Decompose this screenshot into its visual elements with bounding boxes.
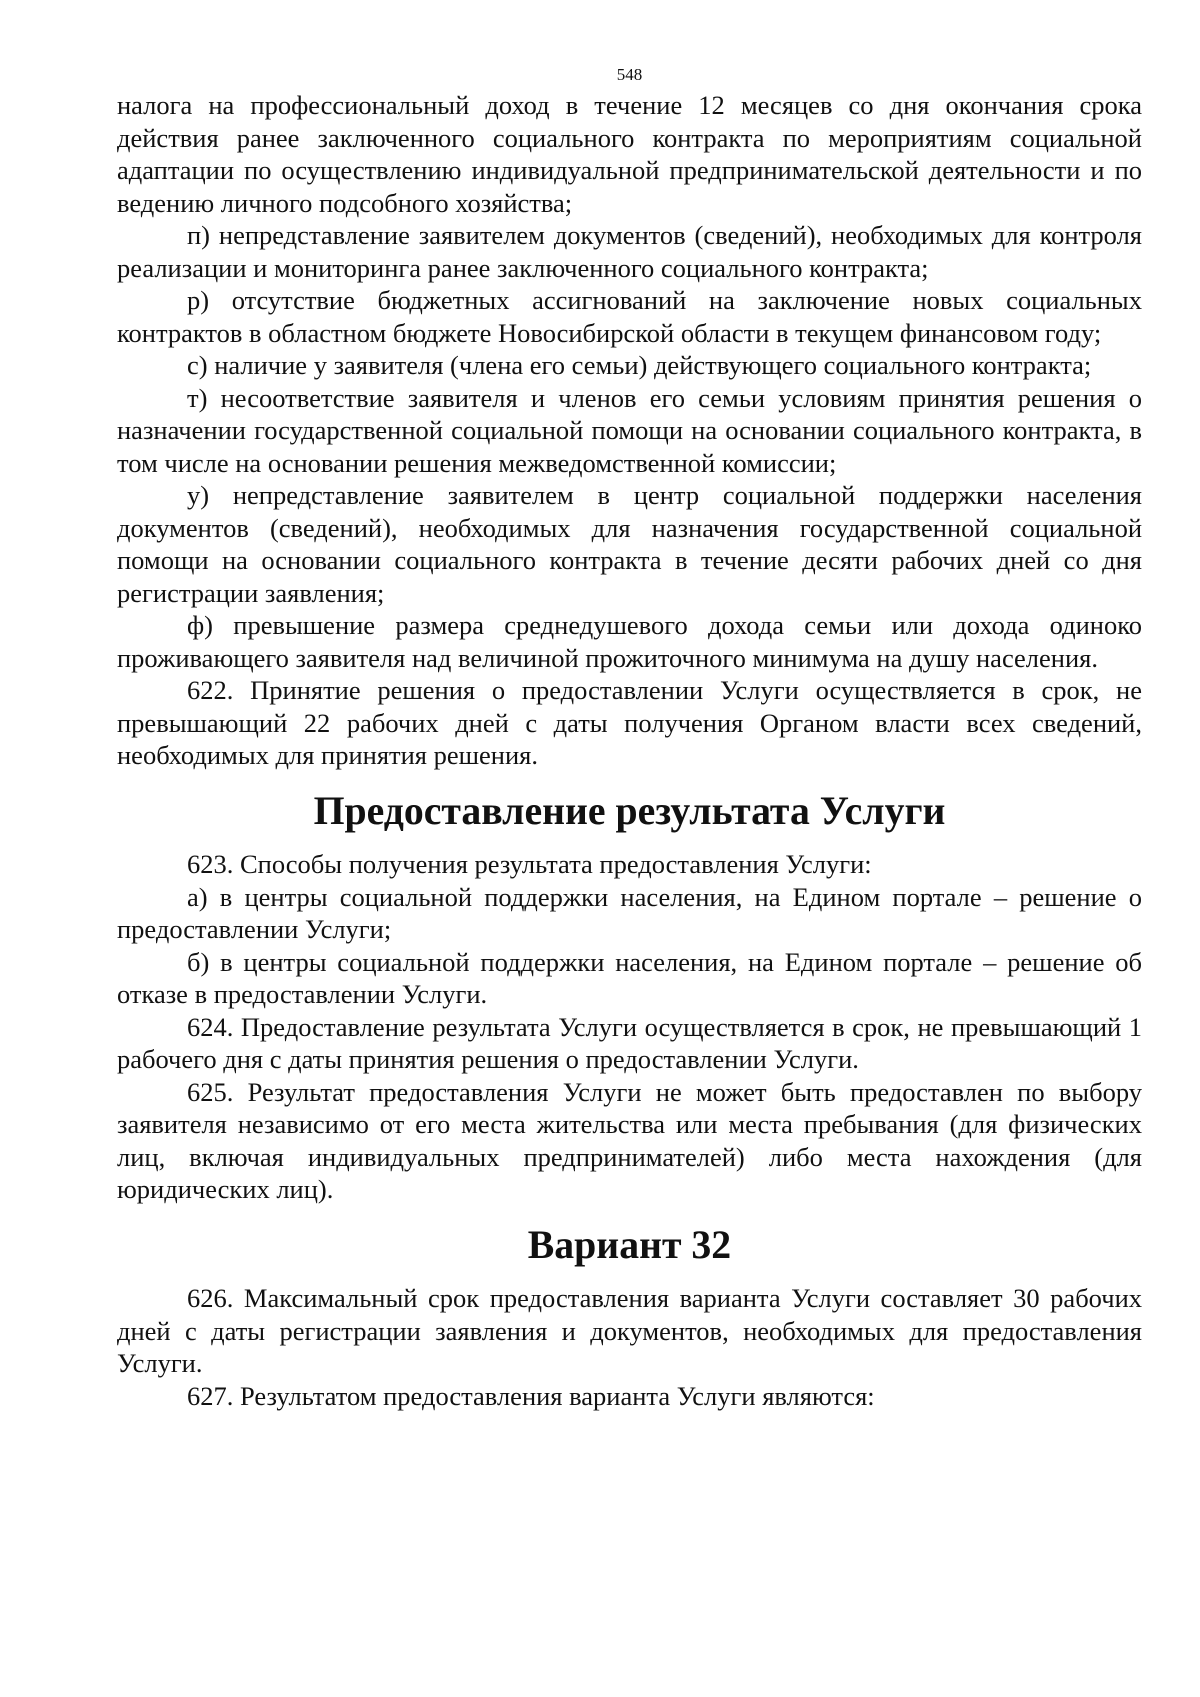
paragraph-625: 625. Результат предоставления Услуги не может быть предоставлен по выбору заявителя независимо от его места жительства или места пребывания (для физических лиц, включая индивидуальных предпринимателей) либо места нахождения (для юридических лиц). xyxy=(117,1076,1142,1204)
paragraph-626: 626. Максимальный срок предоставления варианта Услуги составляет 30 рабочих дней с даты регистрации заявления и документов, необходимых для предоставления Услуги. xyxy=(117,1283,1142,1378)
paragraph-continuation: налога на профессиональный доход в течение 12 месяцев со дня окончания срока действия ранее заключенного социального контракта по мероприятиям социальной адаптации по осуществлению индивидуальной предпринимательской деятельности и по ведению личного подсобного хозяйства; xyxy=(117,90,1142,218)
list-item-s: с) наличие у заявителя (члена его семьи) действующего социального контракта; xyxy=(187,350,1092,380)
list-item-r: р) отсутствие бюджетных ассигнований на заключение новых социальных контрактов в областном бюджете Новосибирской области в текущем финансовом году; xyxy=(117,285,1142,348)
list-item-u: у) непредставление заявителем в центр социальной поддержки населения документов (сведений), необходимых для назначения государственной социальной помощи на основании социального контракта в течение десяти рабочих дней со дня регистрации заявления; xyxy=(117,480,1142,608)
paragraph-622: 622. Принятие решения о предоставлении Услуги осуществляется в срок, не превышающий 22 рабочих дней с даты получения Органом власти всех сведений, необходимых для принятия решения. xyxy=(117,675,1142,770)
section-heading-variant: Вариант 32 xyxy=(527,1222,732,1267)
page-number: 548 xyxy=(616,65,643,84)
list-item-f: ф) превышение размера среднедушевого дохода семьи или дохода одиноко проживающего заявителя над величиной прожиточного минимума на душу населения. xyxy=(117,610,1142,673)
paragraph-624: 624. Предоставление результата Услуги осуществляется в срок, не превышающий 1 рабочего дня с даты принятия решения о предоставлении Услуги. xyxy=(117,1011,1142,1074)
list-item-a: а) в центры социальной поддержки населения, на Едином портале – решение о предоставлении Услуги; xyxy=(117,881,1142,944)
section-heading-result: Предоставление результата Услуги xyxy=(313,788,946,833)
list-item-t: т) несоответствие заявителя и членов его семьи условиям принятия решения о назначении государственной социальной помощи на основании социального контракта, в том числе на основании решения межведомственной комиссии; xyxy=(117,382,1142,478)
paragraph-627: 627. Результатом предоставления варианта Услуги являются: xyxy=(187,1380,875,1411)
list-item-b: б) в центры социальной поддержки населения, на Едином портале – решение об отказе в предоставлении Услуги. xyxy=(117,946,1142,1009)
list-item-p: п) непредставление заявителем документов (сведений), необходимых для контроля реализации и мониторинга ранее заключенного социального контракта; xyxy=(117,220,1142,283)
paragraph-623: 623. Способы получения результата предоставления Услуги: xyxy=(187,849,872,879)
